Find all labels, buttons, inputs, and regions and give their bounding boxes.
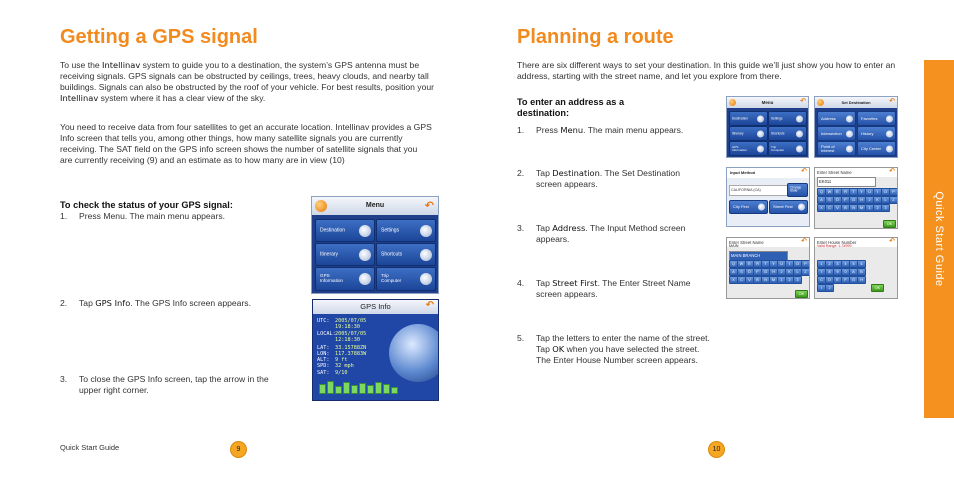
key-0: 0 — [841, 268, 850, 276]
house-icon — [796, 130, 803, 137]
key-z: Z — [889, 196, 898, 204]
key-x: X — [817, 204, 826, 212]
key-z: Z — [801, 268, 810, 276]
key-v: V — [833, 204, 842, 212]
gps-row: 19:18:30 — [335, 324, 360, 330]
car-icon — [796, 145, 803, 152]
back-arrow-icon: ↶ — [889, 238, 895, 245]
key-e: E — [745, 260, 754, 268]
signal-bar — [327, 381, 334, 394]
intersection-icon — [846, 130, 853, 137]
menu-shortcuts-button: Shortcuts — [376, 243, 436, 266]
key-y: Y — [857, 188, 866, 196]
key-p: P — [889, 188, 898, 196]
key-s: S — [825, 196, 834, 204]
back-arrow-icon: ↶ — [801, 168, 807, 175]
signal-bar — [375, 382, 382, 394]
key-b: B — [841, 204, 850, 212]
menu-itinerary-button-small: Itinerary — [729, 126, 768, 141]
key-w: W — [825, 188, 834, 196]
key-6: 6 — [857, 260, 866, 268]
menu-destination-button-small: Destination — [729, 111, 768, 126]
back-arrow-icon: ↶ — [425, 300, 434, 311]
address-button: Address — [817, 111, 856, 126]
key-1: 1 — [865, 204, 874, 212]
menu-screenshot — [311, 196, 439, 294]
history-button: History — [857, 126, 896, 141]
key-r: R — [841, 188, 850, 196]
street-entry-text: MAIN — [729, 244, 739, 248]
key-d: D — [833, 196, 842, 204]
ok-key: OK — [871, 284, 884, 292]
key-c: C — [825, 204, 834, 212]
key-e: E — [833, 276, 842, 284]
enter-house-number-screenshot — [814, 237, 898, 299]
gps-row: ALT: 9 ft — [317, 357, 348, 363]
street-first-button: Street First — [769, 200, 808, 214]
flag-icon — [757, 130, 764, 137]
gps-row: LON: 117.37883W — [317, 351, 367, 357]
input-method-screenshot: Input Method ↶ CALIFORNIA (CA) Change State City First Street First — [726, 167, 810, 227]
globe-icon — [359, 225, 371, 237]
key-n: N — [849, 204, 858, 212]
key-5: 5 — [849, 260, 858, 268]
key-l: L — [881, 196, 890, 204]
key-y: Y — [769, 260, 778, 268]
star-icon — [846, 145, 853, 152]
suggestion-item: MAIN BRANCH — [729, 251, 788, 261]
satellite-icon — [757, 145, 764, 152]
key-h: H — [857, 276, 866, 284]
gps-row: LAT: 33.15788ZN — [317, 345, 367, 351]
back-arrow-icon: ↶ — [889, 98, 895, 105]
key-3: 3 — [793, 276, 802, 284]
poi-button: Point of Interest — [817, 141, 856, 156]
menu-trip-computer-button-small: Trip Computer — [768, 141, 807, 156]
gps-row: 12:18:30 — [335, 337, 360, 343]
key-u: U — [865, 188, 874, 196]
key-s: S — [737, 268, 746, 276]
back-arrow-icon: ↶ — [889, 168, 895, 175]
favorites-icon — [886, 115, 893, 122]
house-icon — [420, 249, 432, 261]
key-a: A — [849, 268, 858, 276]
set-destination-screenshot: Set Destination ↶ Address Favorites Intersection History Point of Interest City Center — [814, 96, 898, 158]
gps-row: UTC: 2005/07/05 — [317, 318, 367, 324]
earth-globe-icon — [389, 324, 439, 382]
city-icon — [886, 145, 893, 152]
street-input: EK011 — [817, 177, 876, 187]
state-field: CALIFORNIA (CA) — [729, 185, 788, 196]
key-k: K — [873, 196, 882, 204]
globe-icon — [757, 115, 764, 122]
enter-address-heading: To enter an address as a destination: — [517, 97, 625, 118]
gear-icon — [796, 115, 803, 122]
signal-bar — [391, 387, 398, 394]
key-h: H — [857, 196, 866, 204]
enter-street-screenshot-2 — [726, 237, 810, 299]
menu-destination-button: Destination — [315, 219, 375, 242]
gps-info-title: GPS Info — [360, 302, 391, 311]
key-w: W — [737, 260, 746, 268]
key-c: C — [737, 276, 746, 284]
key-v: V — [745, 276, 754, 284]
key-t: T — [849, 188, 858, 196]
footer-text: Quick Start Guide — [60, 443, 120, 452]
key-2: 2 — [873, 204, 882, 212]
key-7: 7 — [817, 268, 826, 276]
gps-intro-paragraph: To use the Intellinav system to guide you to a destination, the system’s GPS antenna must be receiving signals. GPS signals can be obstructed by ceilings, trees, heavy clouds, and nearby tall buildings. Signals can also be obstructed by the roof of your vehicle. For best results, position your Intellinav system where it has a clear view of the sky. — [60, 60, 435, 103]
key-a: A — [817, 196, 826, 204]
key-i: I — [817, 284, 826, 292]
menu-itinerary-button: Itinerary — [315, 243, 375, 266]
city-first-button: City First — [729, 200, 768, 214]
street-icon — [798, 204, 805, 211]
gps-row: SPD: 32 mph — [317, 363, 354, 369]
side-tab-label: Quick Start Guide — [933, 191, 945, 287]
ok-key: OK — [883, 220, 896, 228]
key-1: 1 — [817, 260, 826, 268]
key-3: 3 — [833, 260, 842, 268]
signal-bar — [335, 386, 342, 394]
favorites-button: Favorites — [857, 111, 896, 126]
key-p: P — [801, 260, 810, 268]
intersection-button: Intersection — [817, 126, 856, 141]
key-m: M — [857, 204, 866, 212]
key-2: 2 — [785, 276, 794, 284]
screen-title: Enter Street Name — [727, 238, 809, 247]
key-b: B — [753, 276, 762, 284]
screen-title: Enter Street Name — [815, 168, 897, 177]
page-title-route: Planning a route — [517, 26, 674, 48]
key-g: G — [849, 276, 858, 284]
enter-street-screenshot — [814, 167, 898, 229]
city-center-button: City Center — [857, 141, 896, 156]
menu-gps-info-button: GPS Information — [315, 267, 375, 291]
back-arrow-icon: ↶ — [800, 98, 806, 105]
back-arrow-icon: ↶ — [424, 200, 434, 212]
key-n: N — [761, 276, 770, 284]
key-4: 4 — [841, 260, 850, 268]
key-x: X — [729, 276, 738, 284]
key-j: J — [865, 196, 874, 204]
key-e: E — [833, 188, 842, 196]
menu-settings-button-small: Settings — [768, 111, 807, 126]
key-l: L — [793, 268, 802, 276]
address-icon — [846, 115, 853, 122]
key-3: 3 — [881, 204, 890, 212]
signal-bar — [359, 383, 366, 394]
menu-small-screenshot: Menu ↶ Destination Settings Itinerary Shortcuts GPS Information Trip Computer — [726, 96, 809, 158]
page-title-gps: Getting a GPS signal — [60, 26, 258, 48]
menu-title: Menu — [365, 202, 385, 209]
key-d: D — [825, 276, 834, 284]
key-m: M — [769, 276, 778, 284]
history-icon — [886, 130, 893, 137]
key-k: K — [785, 268, 794, 276]
ok-key: OK — [795, 290, 808, 298]
route-intro-paragraph: There are six different ways to set your destination. In this guide we’ll just show you how to enter an address, starting with the street name, and let you explore from there. — [517, 60, 896, 81]
side-tab — [924, 60, 954, 418]
signal-bar — [383, 384, 390, 394]
gear-icon — [420, 225, 432, 237]
signal-bar — [351, 385, 358, 394]
key-g: G — [761, 268, 770, 276]
key-q: Q — [817, 188, 826, 196]
back-arrow-icon: ↶ — [801, 238, 807, 245]
flag-icon — [359, 249, 371, 261]
key-u: U — [777, 260, 786, 268]
key-8: 8 — [825, 268, 834, 276]
key-2: 2 — [825, 260, 834, 268]
menu-trip-computer-button: Trip Computer — [376, 267, 436, 291]
city-icon — [758, 204, 765, 211]
gps-row: SAT: 9/10 — [317, 370, 348, 376]
signal-bar — [343, 382, 350, 394]
menu-settings-button: Settings — [376, 219, 436, 242]
key-9: 9 — [833, 268, 842, 276]
key-o: O — [881, 188, 890, 196]
check-gps-heading: To check the status of your GPS signal: — [60, 200, 233, 210]
screen-title: Enter House Number — [815, 238, 897, 247]
key-i: I — [785, 260, 794, 268]
key-f: F — [753, 268, 762, 276]
valid-range-text: Valid Range: 1-7#999 — [817, 244, 852, 248]
key-r: R — [753, 260, 762, 268]
key-f: F — [841, 276, 850, 284]
page-number-right: 10 — [708, 441, 725, 458]
gps-row: LOCAL:2005/07/05 — [317, 331, 367, 337]
key-b: B — [857, 268, 866, 276]
key-j: J — [825, 284, 834, 292]
menu-gps-info-button-small: GPS Information — [729, 141, 768, 156]
key-1: 1 — [777, 276, 786, 284]
signal-bar — [367, 385, 374, 394]
page-number-left: 9 — [230, 441, 247, 458]
key-i: I — [873, 188, 882, 196]
key-g: G — [849, 196, 858, 204]
satellite-paragraph: You need to receive data from four satellites to get an accurate location. Intellinav provides a GPS Info screen that tells you, among other things, how many satellite signals you are currently receiving. The SAT field on the GPS info screen shows the number of satellite signals that you are currently receiving (9) and an estimate as to how many are in view (10) — [60, 122, 432, 165]
key-o: O — [793, 260, 802, 268]
key-j: J — [777, 268, 786, 276]
key-c: C — [817, 276, 826, 284]
car-icon — [420, 273, 432, 285]
satellite-icon — [359, 273, 371, 285]
gps-info-screenshot — [312, 299, 439, 401]
key-q: Q — [729, 260, 738, 268]
key-f: F — [841, 196, 850, 204]
menu-shortcuts-button-small: Shortcuts — [768, 126, 807, 141]
key-h: H — [769, 268, 778, 276]
key-t: T — [761, 260, 770, 268]
change-state-button: Change State — [787, 183, 808, 197]
key-a: A — [729, 268, 738, 276]
signal-bar — [319, 384, 326, 394]
key-d: D — [745, 268, 754, 276]
